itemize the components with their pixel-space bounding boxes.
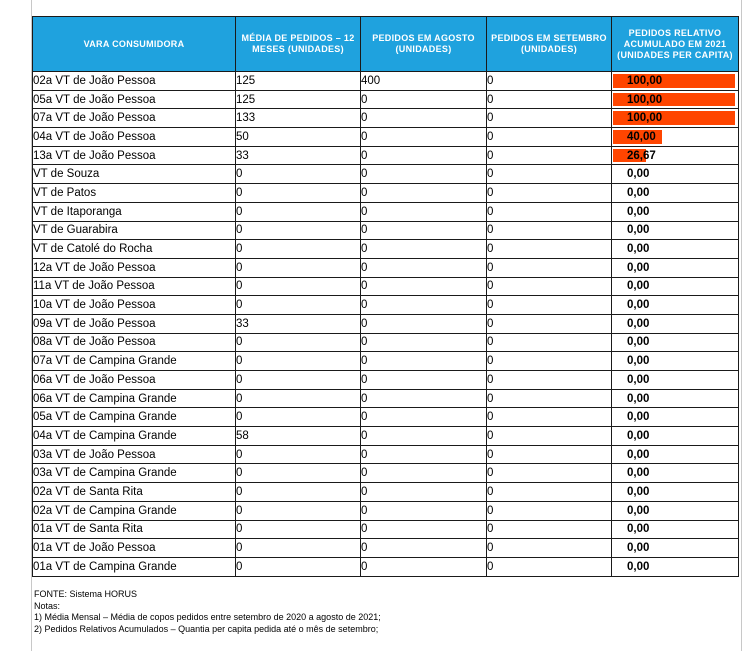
- relativo-value: 0,00: [627, 485, 650, 498]
- relativo-value: 40,00: [627, 130, 656, 143]
- vara-cell: VT de Itaporanga: [33, 202, 236, 221]
- media-cell: 0: [236, 408, 361, 427]
- agosto-cell: 0: [361, 296, 487, 315]
- note-2: 2) Pedidos Relativos Acumulados – Quantia per capita pedida até o mês de setembro;: [34, 623, 379, 634]
- agosto-cell: 0: [361, 221, 487, 240]
- setembro-cell: 0: [487, 258, 612, 277]
- media-cell: 33: [236, 314, 361, 333]
- setembro-cell: 0: [487, 128, 612, 147]
- setembro-cell: 0: [487, 408, 612, 427]
- relativo-cell: [612, 296, 739, 315]
- vara-cell: 10a VT de João Pessoa: [33, 296, 236, 315]
- setembro-cell: 0: [487, 277, 612, 296]
- relativo-cell: [612, 539, 739, 558]
- relativo-value: 0,00: [627, 392, 650, 405]
- setembro-cell: 0: [487, 240, 612, 259]
- relativo-cell: [612, 371, 739, 390]
- relativo-cell: [612, 165, 739, 184]
- relativo-value: 0,00: [627, 317, 650, 330]
- relativo-value: 0,00: [627, 411, 650, 424]
- media-cell: 0: [236, 445, 361, 464]
- relativo-cell: [612, 408, 739, 427]
- source-note: FONTE: Sistema HORUS: [34, 589, 138, 599]
- setembro-cell: 0: [487, 221, 612, 240]
- table-row: [33, 557, 739, 576]
- table-row: [33, 445, 739, 464]
- relativo-value: 0,00: [627, 355, 650, 368]
- table-row: [33, 128, 739, 147]
- setembro-cell: 0: [487, 427, 612, 446]
- table-row: [33, 371, 739, 390]
- setembro-cell: 0: [487, 464, 612, 483]
- media-cell: 0: [236, 258, 361, 277]
- header-vara: VARA CONSUMIDORA: [33, 17, 236, 72]
- agosto-cell: 0: [361, 445, 487, 464]
- relativo-cell: [612, 557, 739, 576]
- table-row: [33, 184, 739, 203]
- relativo-value: 0,00: [627, 523, 650, 536]
- setembro-cell: 0: [487, 202, 612, 221]
- relativo-value: 0,00: [627, 168, 650, 181]
- relativo-value: 0,00: [627, 373, 650, 386]
- table-row: [33, 352, 739, 371]
- setembro-cell: 0: [487, 520, 612, 539]
- vara-cell: 02a VT de João Pessoa: [33, 72, 236, 91]
- media-cell: 33: [236, 146, 361, 165]
- agosto-cell: 0: [361, 184, 487, 203]
- relativo-cell: [612, 389, 739, 408]
- relativo-value: 0,00: [627, 186, 650, 199]
- relativo-cell: [612, 445, 739, 464]
- table-row: [33, 296, 739, 315]
- setembro-cell: 0: [487, 314, 612, 333]
- media-cell: 58: [236, 427, 361, 446]
- setembro-cell: 0: [487, 539, 612, 558]
- setembro-cell: 0: [487, 445, 612, 464]
- vara-cell: 06a VT de João Pessoa: [33, 371, 236, 390]
- relativo-value: 0,00: [627, 280, 650, 293]
- media-cell: 133: [236, 109, 361, 128]
- vara-cell: 07a VT de Campina Grande: [33, 352, 236, 371]
- note-1: 1) Média Mensal – Média de copos pedidos entre setembro de 2020 a agosto de 2021;: [34, 612, 381, 622]
- agosto-cell: 0: [361, 165, 487, 184]
- media-cell: 125: [236, 72, 361, 91]
- table-row: [33, 333, 739, 352]
- relativo-cell: [612, 258, 739, 277]
- relativo-value: 0,00: [627, 429, 650, 442]
- vara-cell: VT de Catolé do Rocha: [33, 240, 236, 259]
- relativo-cell: [612, 184, 739, 203]
- media-cell: 0: [236, 221, 361, 240]
- media-cell: 0: [236, 501, 361, 520]
- header-media: MÉDIA DE PEDIDOS – 12 MESES (UNIDADES): [236, 17, 361, 72]
- relativo-value: 0,00: [627, 504, 650, 517]
- relativo-cell: [612, 464, 739, 483]
- agosto-cell: 0: [361, 146, 487, 165]
- media-cell: 0: [236, 389, 361, 408]
- relativo-cell: [612, 483, 739, 502]
- vara-cell: 01a VT de Santa Rita: [33, 520, 236, 539]
- setembro-cell: 0: [487, 371, 612, 390]
- agosto-cell: 0: [361, 557, 487, 576]
- agosto-cell: 0: [361, 520, 487, 539]
- media-cell: 0: [236, 184, 361, 203]
- relativo-cell: [612, 202, 739, 221]
- vara-cell: 01a VT de João Pessoa: [33, 539, 236, 558]
- relativo-value: 0,00: [627, 467, 650, 480]
- table-row: [33, 539, 739, 558]
- media-cell: 0: [236, 202, 361, 221]
- setembro-cell: 0: [487, 333, 612, 352]
- setembro-cell: 0: [487, 90, 612, 109]
- setembro-cell: 0: [487, 109, 612, 128]
- table-row: [33, 520, 739, 539]
- relativo-value: 0,00: [627, 560, 650, 573]
- vara-cell: 08a VT de João Pessoa: [33, 333, 236, 352]
- agosto-cell: 0: [361, 240, 487, 259]
- setembro-cell: 0: [487, 389, 612, 408]
- agosto-cell: 0: [361, 408, 487, 427]
- vara-cell: 13a VT de João Pessoa: [33, 146, 236, 165]
- setembro-cell: 0: [487, 296, 612, 315]
- agosto-cell: 0: [361, 314, 487, 333]
- setembro-cell: 0: [487, 146, 612, 165]
- agosto-cell: 400: [361, 72, 487, 91]
- vara-cell: 05a VT de Campina Grande: [33, 408, 236, 427]
- setembro-cell: 0: [487, 501, 612, 520]
- vara-cell: 04a VT de Campina Grande: [33, 427, 236, 446]
- agosto-cell: 0: [361, 483, 487, 502]
- page-edge-right: [741, 0, 742, 651]
- relativo-value: 0,00: [627, 448, 650, 461]
- vara-cell: 07a VT de João Pessoa: [33, 109, 236, 128]
- notes-heading: Notas:: [34, 600, 61, 611]
- agosto-cell: 0: [361, 333, 487, 352]
- relativo-value: 26,67: [627, 149, 656, 162]
- agosto-cell: 0: [361, 90, 487, 109]
- media-cell: 50: [236, 128, 361, 147]
- relativo-value: 0,00: [627, 542, 650, 555]
- table-row: [33, 72, 739, 91]
- setembro-cell: 0: [487, 165, 612, 184]
- table-row: [33, 408, 739, 427]
- vara-cell: 02a VT de Campina Grande: [33, 501, 236, 520]
- table-header-row: [33, 17, 739, 72]
- setembro-cell: 0: [487, 184, 612, 203]
- relativo-cell: [612, 427, 739, 446]
- media-cell: 0: [236, 371, 361, 390]
- media-cell: 0: [236, 352, 361, 371]
- table-row: [33, 389, 739, 408]
- setembro-cell: 0: [487, 557, 612, 576]
- setembro-cell: 0: [487, 483, 612, 502]
- relativo-cell: [612, 221, 739, 240]
- vara-cell: VT de Patos: [33, 184, 236, 203]
- relativo-cell: [612, 240, 739, 259]
- agosto-cell: 0: [361, 539, 487, 558]
- media-cell: 0: [236, 165, 361, 184]
- media-cell: 0: [236, 277, 361, 296]
- agosto-cell: 0: [361, 128, 487, 147]
- table-row: [33, 165, 739, 184]
- relativo-value: 0,00: [627, 261, 650, 274]
- vara-cell: 06a VT de Campina Grande: [33, 389, 236, 408]
- vara-cell: 04a VT de João Pessoa: [33, 128, 236, 147]
- relativo-value: 100,00: [627, 112, 663, 125]
- relativo-value: 0,00: [627, 336, 650, 349]
- table-row: [33, 109, 739, 128]
- relativo-cell: [612, 277, 739, 296]
- table-row: [33, 146, 739, 165]
- vara-cell: 05a VT de João Pessoa: [33, 90, 236, 109]
- header-relativo: PEDIDOS RELATIVO ACUMULADO EM 2021 (UNIDADES PER CAPITA): [612, 17, 739, 72]
- relativo-value: 0,00: [627, 205, 650, 218]
- table-row: [33, 221, 739, 240]
- setembro-cell: 0: [487, 72, 612, 91]
- table-body: [33, 72, 739, 577]
- relativo-cell: [612, 128, 739, 147]
- table-row: [33, 202, 739, 221]
- relativo-cell: [612, 90, 739, 109]
- media-cell: 0: [236, 557, 361, 576]
- vara-cell: VT de Souza: [33, 165, 236, 184]
- table-row: [33, 501, 739, 520]
- media-cell: 0: [236, 539, 361, 558]
- agosto-cell: 0: [361, 501, 487, 520]
- table-row: [33, 258, 739, 277]
- relativo-cell: [612, 314, 739, 333]
- relativo-value: 0,00: [627, 224, 650, 237]
- vara-cell: 12a VT de João Pessoa: [33, 258, 236, 277]
- agosto-cell: 0: [361, 371, 487, 390]
- relativo-cell: [612, 352, 739, 371]
- agosto-cell: 0: [361, 427, 487, 446]
- agosto-cell: 0: [361, 352, 487, 371]
- agosto-cell: 0: [361, 109, 487, 128]
- media-cell: 0: [236, 296, 361, 315]
- table-row: [33, 483, 739, 502]
- agosto-cell: 0: [361, 277, 487, 296]
- relativo-value: 0,00: [627, 243, 650, 256]
- vara-cell: VT de Guarabira: [33, 221, 236, 240]
- relativo-cell: [612, 333, 739, 352]
- vara-cell: 11a VT de João Pessoa: [33, 277, 236, 296]
- table-row: [33, 90, 739, 109]
- media-cell: 0: [236, 520, 361, 539]
- relativo-value: 100,00: [627, 74, 663, 87]
- media-cell: 0: [236, 333, 361, 352]
- agosto-cell: 0: [361, 202, 487, 221]
- vara-cell: 09a VT de João Pessoa: [33, 314, 236, 333]
- relativo-cell: [612, 501, 739, 520]
- agosto-cell: 0: [361, 389, 487, 408]
- vara-cell: 01a VT de Campina Grande: [33, 557, 236, 576]
- orders-table: [32, 16, 739, 577]
- table-row: [33, 277, 739, 296]
- relativo-cell: [612, 146, 739, 165]
- vara-cell: 03a VT de João Pessoa: [33, 445, 236, 464]
- setembro-cell: 0: [487, 352, 612, 371]
- table-row: [33, 427, 739, 446]
- header-agosto: PEDIDOS EM AGOSTO (UNIDADES): [361, 17, 487, 72]
- relativo-cell: [612, 520, 739, 539]
- vara-cell: 03a VT de Campina Grande: [33, 464, 236, 483]
- table-row: [33, 314, 739, 333]
- table-row: [33, 464, 739, 483]
- media-cell: 0: [236, 483, 361, 502]
- agosto-cell: 0: [361, 464, 487, 483]
- header-setembro: PEDIDOS EM SETEMBRO (UNIDADES): [487, 17, 612, 72]
- table-row: [33, 240, 739, 259]
- vara-cell: 02a VT de Santa Rita: [33, 483, 236, 502]
- relativo-value: 0,00: [627, 299, 650, 312]
- agosto-cell: 0: [361, 258, 487, 277]
- media-cell: 0: [236, 464, 361, 483]
- notes-block: [34, 589, 381, 635]
- relativo-cell: [612, 109, 739, 128]
- relativo-value: 100,00: [627, 93, 663, 106]
- relativo-cell: [612, 72, 739, 91]
- media-cell: 125: [236, 90, 361, 109]
- media-cell: 0: [236, 240, 361, 259]
